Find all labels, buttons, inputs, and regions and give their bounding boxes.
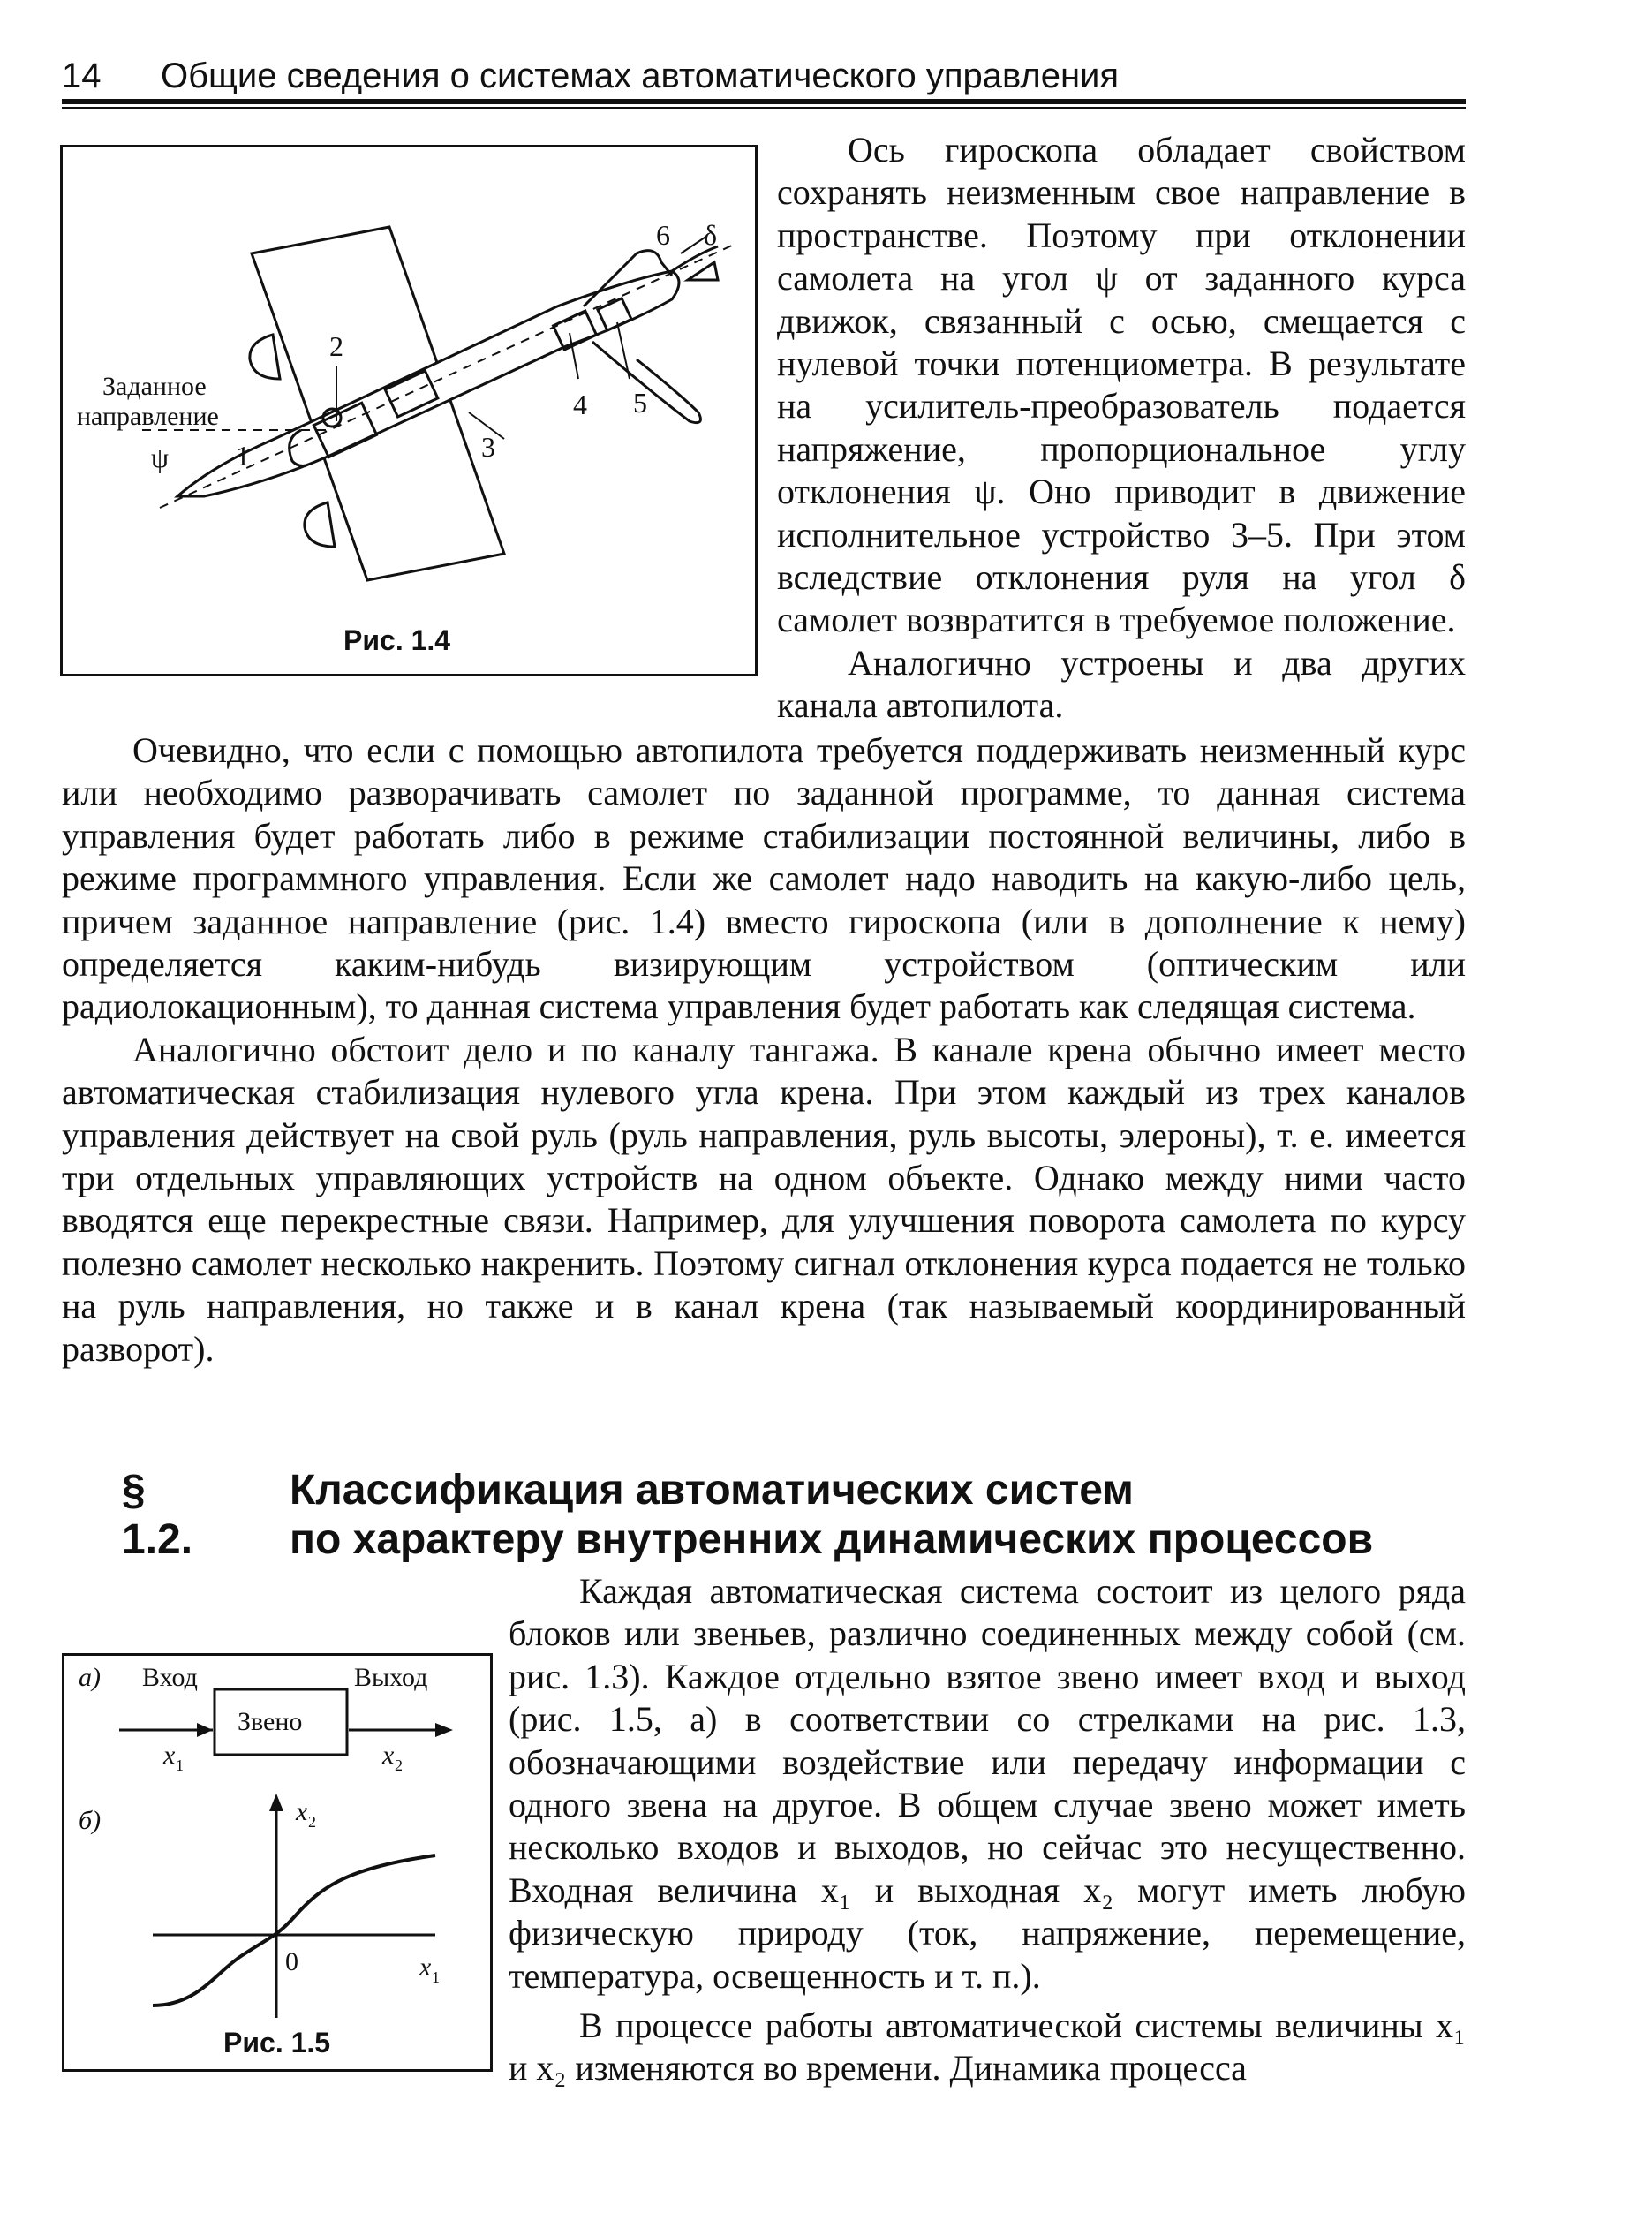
label-b: б) — [79, 1806, 102, 1835]
label-a: а) — [79, 1663, 101, 1692]
running-title: Общие сведения о системах автоматического управления — [161, 57, 1120, 95]
num-5-label: 5 — [633, 387, 647, 419]
section-paragraph-last: В процессе работы автоматической системы величины x₁ и x₂ изменяются во времени. Динамика процесса — [509, 2006, 1466, 2089]
running-header — [62, 51, 1466, 101]
text-block-right-1 — [777, 129, 1466, 728]
axis-x-label: x — [419, 1953, 432, 1982]
psi-label: ψ — [151, 442, 170, 473]
text-block-main — [62, 729, 1466, 1371]
num-1-label: 1 — [236, 440, 250, 472]
input-label: Вход — [142, 1663, 198, 1692]
axis-y-label: x — [296, 1797, 308, 1826]
airplane-diagram — [63, 147, 755, 674]
paragraph: Аналогично устроены и два других канала автопилота. — [777, 642, 1466, 726]
figure-spacer — [62, 1613, 509, 2029]
origin-label: 0 — [285, 1947, 298, 1976]
num-4-label: 4 — [573, 389, 587, 420]
axis-x-sub: 1 — [432, 1968, 440, 1986]
page-number: 14 — [62, 57, 102, 95]
section-title-line2: по характеру внутренних динамических процессов — [290, 1516, 1374, 1563]
x2-label: x — [382, 1741, 395, 1770]
set-direction-label-1: Заданное — [102, 372, 207, 401]
section-paragraph-first: Каждая автоматическая система состоит из целого ряда блоков или звеньев, различно соединенных между собой (см. рис. 1.3). Каждое отдельно взятое звено имеет вход и выход (рис. 1.5, а) в соответствии со стрелками на рис. 1.3, обозначающими воздействие или передачу информации с одного звена на другое. В общем случае звено может иметь несколько входов и выходов, но сейчас это несущественно. Входная величина x₁ и выходная x₂ могут иметь любую физическую природу (ток, напряжение, перемещение, температура, освещенность и т. п.). — [62, 1570, 1466, 2029]
header-rule-thin — [62, 107, 1466, 109]
figure-1-4-caption: Рис. 1.4 — [343, 624, 451, 656]
header-rule-thick — [62, 99, 1466, 104]
paragraph: Ось гироскопа обладает свойством сохранять неизменным свое направление в пространстве. Поэтому при отклонении самолета на угол ψ от заданного курса движок, связанный с осью, смещается с нулевой точки потенциометра. В результате на усилитель-преобразователь подается напряжение, пропорциональное углу отклонения ψ. Оно приводит в движение исполнительное устройство 3–5. При этом вследствие отклонения руля на угол δ самолет возвратится в требуемое положение. — [777, 130, 1466, 640]
paragraph: Очевидно, что если с помощью автопилота требуется поддерживать неизменный курс или необходимо разворачивать самолет по заданной программе, то данная система управления будет работать либо в режиме стабилизации постоянной величины, либо в режиме программного управления. Если же самолет надо наводить на какую-либо цель, причем заданное направление (рис. 1.4) вместо гироскопа (или в дополнение к нему) определяется каким-нибудь визирующим устройством (оптическим или радиолокационным), то данная система управления будет работать как следящая система. — [62, 730, 1466, 1027]
paragraph: Аналогично обстоит дело и по каналу тангажа. В канале крена обычно имеет место автоматическая стабилизация нулевого угла крена. При этом каждый из трех каналов управления действует на свой руль (руль направления, руль высоты, элероны), т. е. имеется три отдельных управляющих устройств на одном объекте. Однако между ними часто вводятся еще перекрестные связи. Например, для улучшения поворота самолета по курсу полезно самолет несколько накренить. Поэтому сигнал отклонения курса подается не только на руль направления, но также и в канал крена (так называемый координированный разворот). — [62, 1029, 1466, 1369]
figure-1-5-caption: Рис. 1.5 — [223, 2027, 331, 2058]
x2-sub: 2 — [395, 1756, 403, 1774]
num-6-label: 6 — [656, 219, 670, 251]
x1-sub: 1 — [176, 1756, 184, 1774]
section-title-line1: Классификация автоматических систем — [290, 1467, 1134, 1514]
delta-label: δ — [704, 219, 718, 251]
set-direction-label-2: направление — [77, 402, 219, 431]
num-3-label: 3 — [481, 431, 495, 463]
x1-label: x — [163, 1741, 176, 1770]
num-2-label: 2 — [329, 330, 343, 362]
section-number: § 1.2. — [122, 1467, 193, 1563]
figure-1-4 — [60, 145, 758, 676]
output-label: Выход — [354, 1663, 428, 1692]
block-label: Звено — [238, 1707, 303, 1736]
axis-y-sub: 2 — [308, 1813, 316, 1831]
